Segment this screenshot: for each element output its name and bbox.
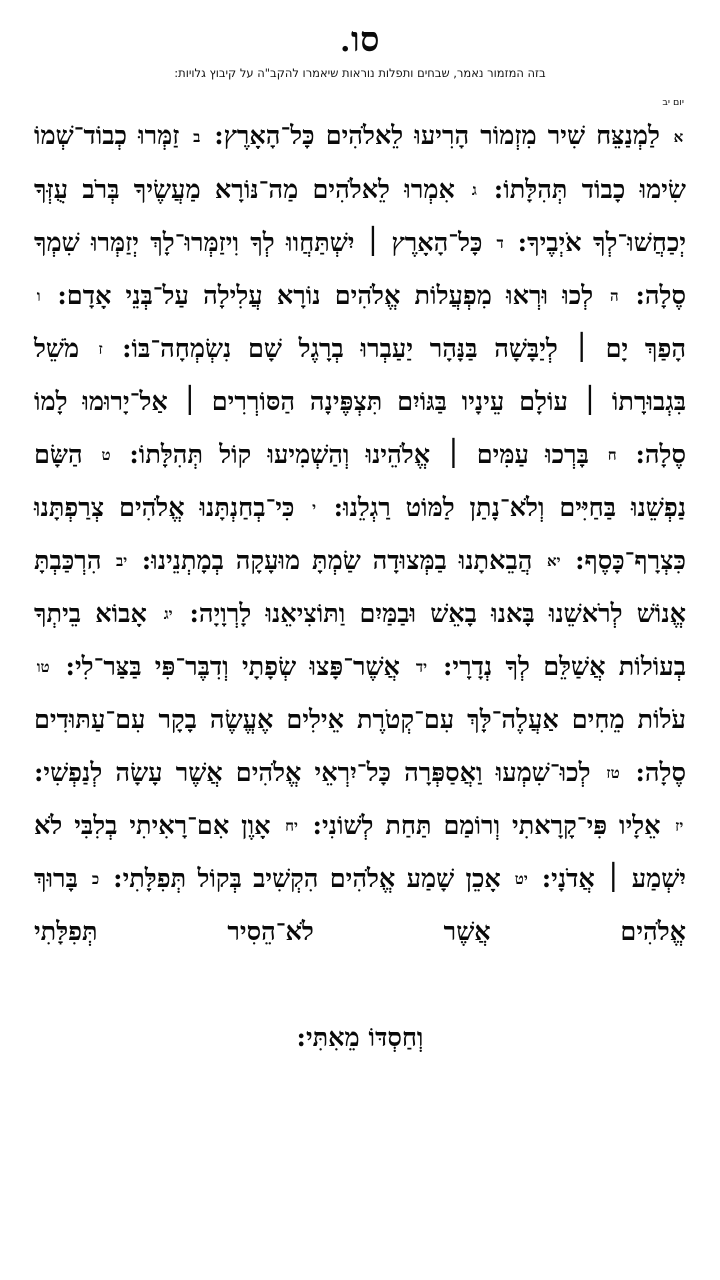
chapter-number-period: . <box>340 24 351 59</box>
verse-text: כִּי־בְחַנְתָּנוּ אֱלֹהִים צְרַפְתָּנוּ כִּצְרָף־כָּסֶף: <box>34 492 686 576</box>
verse-number: א <box>673 127 684 146</box>
verse-text: אֵלָיו פִּי־קָרָאתִי וְרוֹמַם תַּחַת לְשׁוֹנִי: <box>300 810 673 841</box>
verse-text: בָּרְכוּ עַמִּים ׀ אֱלֹהֵינוּ וְהַשְׁמִיעוּ קוֹל תְּהִלָּתוֹ: <box>113 439 606 470</box>
verse-number: יח <box>285 817 298 836</box>
verse-number: יז <box>675 817 684 836</box>
day-marker: יום יב <box>662 97 684 109</box>
verse-number: יב <box>116 552 128 571</box>
verse-text: בָּרוּךְ אֱלֹהִים אֲשֶׁר לֹא־הֵסִיר תְּפִלָּתִי <box>34 863 686 947</box>
chapter-subtitle: בזה המזמור נאמר, שבחים ותפלות נוראות שיאמרו להקב"ה על קיבוץ גלויות: <box>174 66 546 81</box>
verse-text: אִמְרוּ לֵאלֹהִים מַה־נּוֹרָא מַעֲשֶׂיךָ בְּרֹב עֻזְּךָ יְכַחֲשׁוּ־לְךָ אֹיְבֶיךָ: <box>34 174 687 258</box>
verse-text: אָוֶן אִם־רָאִיתִי בְלִבִּי לֹא יִשְׁמַע ׀ אֲדֹנָי: <box>34 810 686 894</box>
verse-number: כ <box>91 870 100 889</box>
verse-number: יג <box>163 605 173 624</box>
verse-number: יד <box>415 658 428 677</box>
chapter-number-text: סו <box>350 20 380 60</box>
verse-number: ו <box>36 286 41 305</box>
verse-number: ח <box>607 445 617 464</box>
verse-text: הַשָּׂם נַפְשֵׁנוּ בַּחַיִּים וְלֹא־נָתַן לַמּוֹט רַגְלֵנוּ: <box>34 439 686 523</box>
verse-number: ג <box>471 180 477 199</box>
verse-text: הִרְכַּבְתָּ אֱנוֹשׁ לְרֹאשֵׁנוּ בָּאנוּ בָאֵשׁ וּבַמַּיִם וַתּוֹצִיאֵנוּ לָרְוָיָה: <box>34 545 686 629</box>
verse-text: זַמְּרוּ כְבוֹד־שְׁמוֹ שִׂימוּ כָבוֹד תְּהִלָּתוֹ: <box>34 121 686 205</box>
verse-text: עֹלוֹת מֵחִים אַעֲלֶה־לָּךְ עִם־קְטֹרֶת אֵילִים אֶעֱשֶׂה בָקָר עִם־עַתּוּדִים סֶלָה: <box>34 704 686 788</box>
verse-text: הָפַךְ יָם ׀ לְיַבָּשָׁה בַּנָּהָר יַעַבְרוּ בְרָגֶל שָׁם נִשְׂמְחָה־בּוֹ: <box>105 333 686 364</box>
verse-number: טו <box>36 658 50 677</box>
verse-number: ה <box>609 286 619 305</box>
verse-text: אָבוֹא בֵיתְךָ בְעוֹלוֹת אֲשַׁלֵּם לְךָ נְדָרָי: <box>34 598 686 682</box>
verse-number: ד <box>496 233 504 252</box>
psalm-closing-line: וְחַסְדּוֹ מֵאִתִּי: <box>296 1023 424 1054</box>
verse-text: לְכוּ וּרְאוּ מִפְעֲלוֹת אֱלֹהִים נוֹרָא עֲלִילָה עַל־בְּנֵי אָדָם: <box>43 280 608 311</box>
verse-number: יט <box>514 870 528 889</box>
verse-number: ז <box>98 339 103 358</box>
verse-text: אֲשֶׁר־פָּצוּ שְׂפָתָי וְדִבֶּר־פִּי בַּצַּר־לִי: <box>52 651 414 682</box>
verse-number: טז <box>606 764 620 783</box>
verse-number: י <box>312 499 317 518</box>
verse-text: הֲבֵאתָנוּ בַמְּצוּדָה שַׂמְתָּ מוּעָקָה בְמָתְנֵינוּ: <box>129 545 545 576</box>
verse-text: כָּל־הָאָרֶץ ׀ יִשְׁתַּחֲווּ לְךָ וִיזַמְּרוּ־לָךְ יְזַמְּרוּ שִׁמְךָ סֶלָה: <box>34 227 686 311</box>
verse-text: מֹשֵׁל בִּגְבוּרָתוֹ ׀ עוֹלָם עֵינָיו בַּגּוֹיִם תִּצְפֶּינָה הַסּוֹרְרִים ׀ אַל־יָרוּמוּ לָמוֹ סֶלָה: <box>34 333 686 470</box>
verse-number: ט <box>101 445 111 464</box>
chapter-number <box>34 22 686 59</box>
verse-text: אָכֵן שָׁמַע אֱלֹהִים הִקְשִׁיב בְּקוֹל תְּפִלָּתִי: <box>101 863 513 894</box>
verse-text: לְכוּ־שִׁמְעוּ וַאֲסַפְּרָה כָּל־יִרְאֵי אֱלֹהִים אֲשֶׁר עָשָׂה לְנַפְשִׁי: <box>34 757 604 788</box>
psalm-body <box>34 110 686 1012</box>
verse-number: ב <box>193 127 201 146</box>
verse-text: לַמְנַצֵּח שִׁיר מִזְמוֹר הָרִיעוּ לֵאלֹהִים כָּל־הָאָרֶץ: <box>203 121 671 152</box>
verse-number: יא <box>546 552 561 571</box>
